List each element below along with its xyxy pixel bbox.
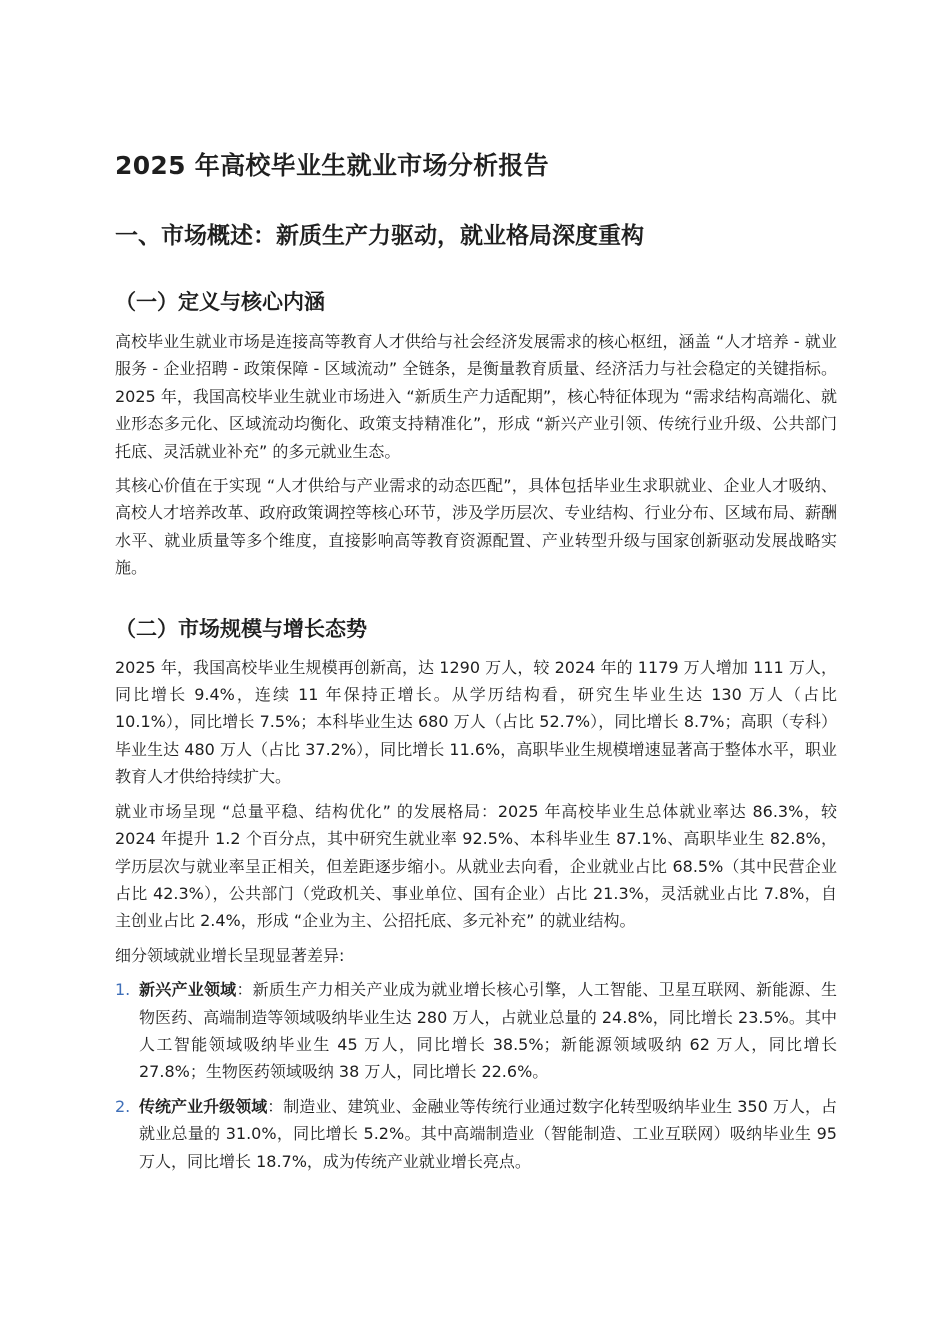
list-item [115, 1093, 837, 1175]
list-item-number: 1. [115, 980, 131, 1000]
paragraph-definition: 高校毕业生就业市场是连接高等教育人才供给与社会经济发展需求的核心枢纽，涵盖 “人才培养 - 就业服务 - 企业招聘 - 政策保障 - 区域流动” 全链条，是衡量教育质量、经济活力与社会稳定的关键指标。2025 年，我国高校毕业生就业市场进入 “新质生产力适配期”，核心特征体现为 “需求结构高端化、就业形态多元化、区域流动均衡化、政策支持精准化”，形成 “新兴产业引领、传统行业升级、公共部门托底、灵活就业补充” 的多元就业生态。 [115, 332, 837, 461]
list-item-text: ：制造业、建筑业、金融业等传统行业通过数字化转型吸纳毕业生 350 万人，占就业总量的 31.0%，同比增长 5.2%。其中高端制造业（智能制造、工业互联网）吸纳毕业生 95 万人，同比增长 18.7%，成为传统产业就业增长亮点。 [139, 1096, 837, 1171]
list-item [115, 976, 837, 1086]
segments-list [115, 976, 837, 1175]
paragraph-segments-intro: 细分领域就业增长呈现显著差异: [115, 945, 345, 965]
list-item-label: 传统产业升级领域 [139, 1096, 268, 1116]
document-title: 2025 年高校毕业生就业市场分析报告 [115, 151, 549, 180]
paragraph-core-value: 其核心价值在于实现 “人才供给与产业需求的动态匹配”，具体包括毕业生求职就业、企业人才吸纳、高校人才培养改革、政府政策调控等核心环节，涉及学历层次、专业结构、行业分布、区域布局、薪酬水平、就业质量等多个维度，直接影响高等教育资源配置、产业转型升级与国家创新驱动发展战略实施。 [115, 476, 837, 578]
list-item-text: ：新质生产力相关产业成为就业增长核心引擎，人工智能、卫星互联网、新能源、生物医药、高端制造等领域吸纳毕业生达 280 万人，占就业总量的 24.8%，同比增长 23.5%。其中人工智能领域吸纳毕业生 45 万人，同比增长 38.5%；新能源领域吸纳 62 万人，同比增长 27.8%；生物医药领域吸纳 38 万人，同比增长 22.6%。 [139, 980, 837, 1082]
subsection-2-heading: （二）市场规模与增长态势 [115, 616, 367, 641]
list-item-label: 新兴产业领域 [139, 980, 237, 1000]
paragraph-employment-structure: 就业市场呈现 “总量平稳、结构优化” 的发展格局：2025 年高校毕业生总体就业率达 86.3%，较 2024 年提升 1.2 个百分点，其中研究生就业率 92.5%、本科毕业生 87.1%、高职毕业生 82.8%，学历层次与就业率呈正相关，但差距逐步缩小。从就业去向看，企业就业占比 68.5%（其中民营企业占比 42.3%），公共部门（党政机关、事业单位、国有企业）占比 21.3%，灵活就业占比 7.8%，自主创业占比 2.4%，形成 “企业为主、公招托底、多元补充” 的就业结构。 [115, 801, 837, 931]
document-page [115, 146, 837, 1182]
list-item-number: 2. [115, 1096, 131, 1116]
section-1-heading: 一、市场概述：新质生产力驱动，就业格局深度重构 [115, 223, 644, 249]
paragraph-scale: 2025 年，我国高校毕业生规模再创新高，达 1290 万人，较 2024 年的 1179 万人增加 111 万人，同比增长 9.4%，连续 11 年保持正增长。从学历结构看，研究生毕业生达 130 万人（占比 10.1%），同比增长 7.5%；本科毕业生达 680 万人（占比 52.7%），同比增长 8.7%；高职（专科）毕业生达 480 万人（占比 37.2%），同比增长 11.6%，高职毕业生规模增速显著高于整体水平，职业教育人才供给持续扩大。 [115, 657, 837, 787]
subsection-1-heading: （一）定义与核心内涵 [115, 290, 325, 314]
